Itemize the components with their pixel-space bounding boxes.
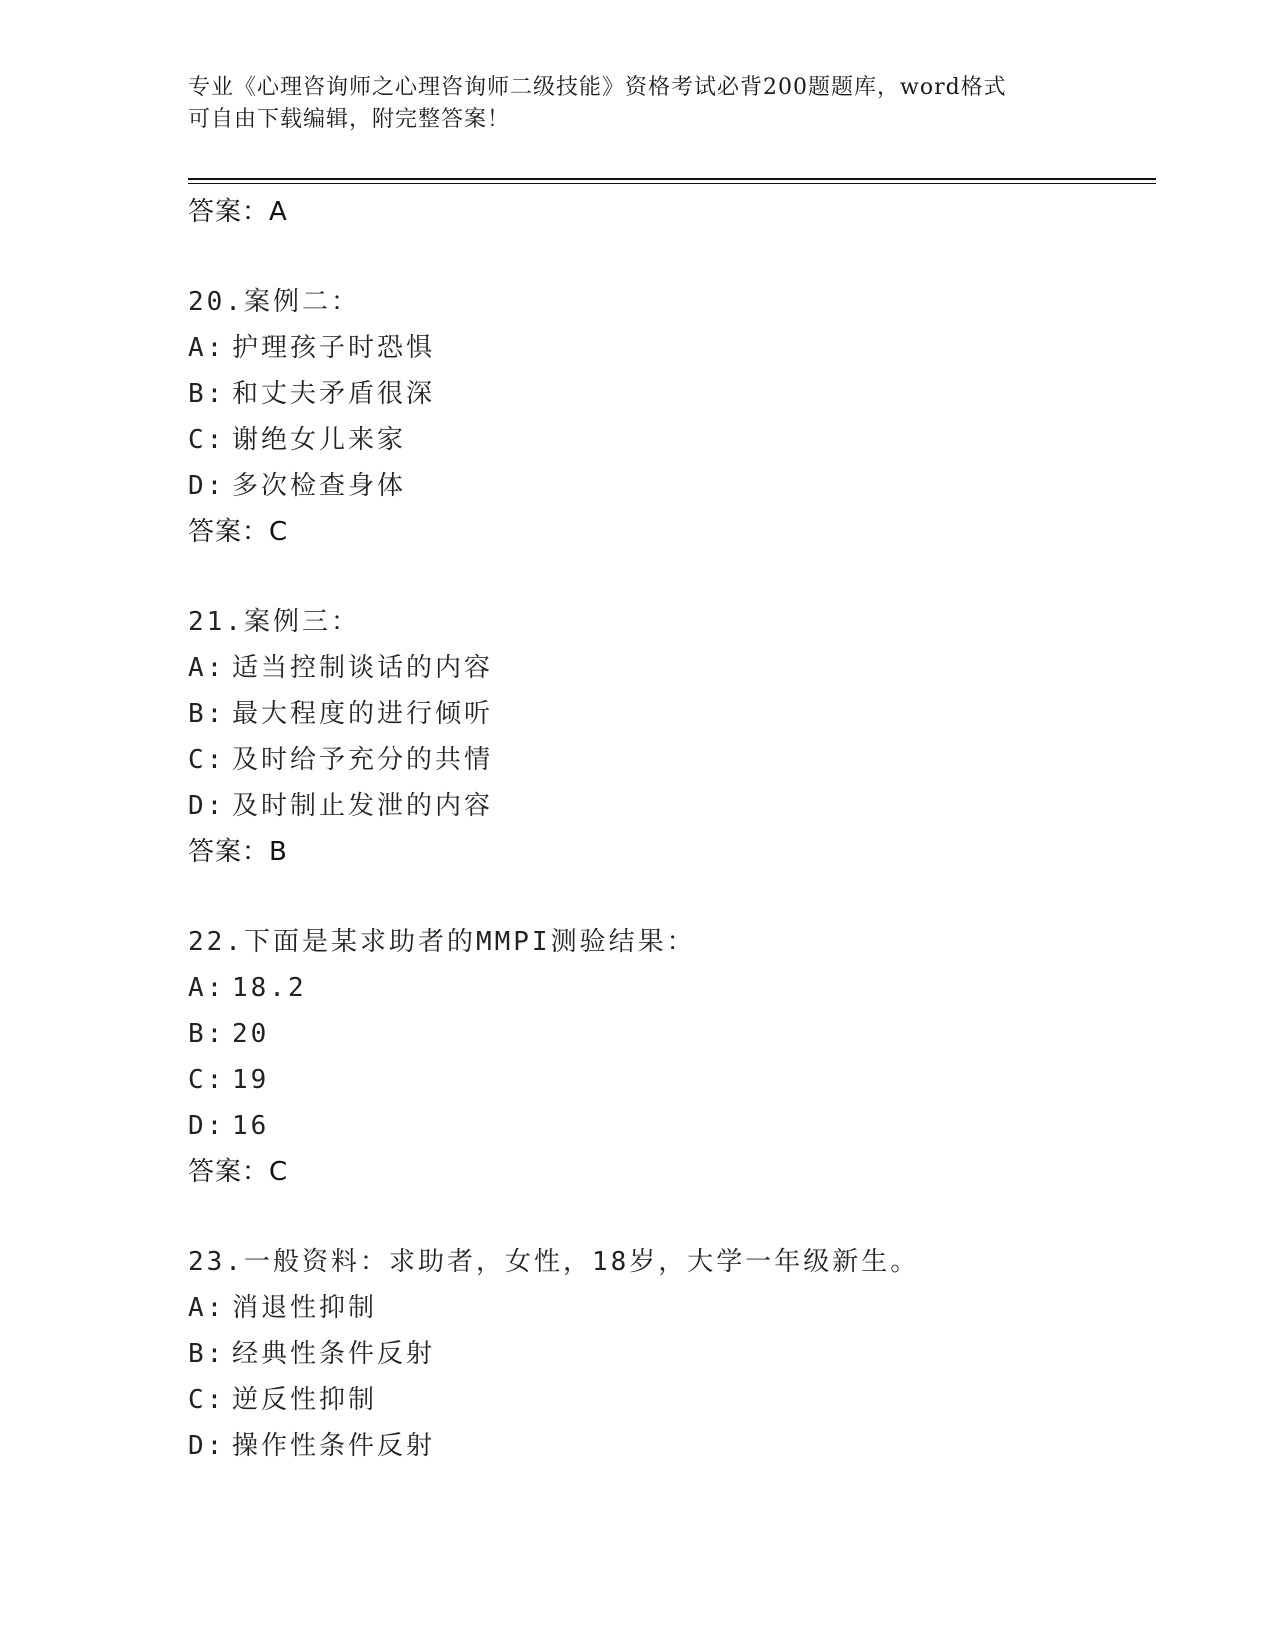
question-title: 21.案例三：	[188, 607, 360, 637]
option-c	[188, 737, 1156, 783]
option-d	[188, 463, 1156, 509]
option-letter: B:	[188, 1339, 226, 1369]
option-text: 18.2	[232, 973, 307, 1003]
option-letter: C:	[188, 1385, 226, 1415]
option-letter: D:	[188, 1111, 226, 1141]
option-text: 适当控制谈话的内容	[232, 653, 494, 683]
option-letter: D:	[188, 791, 226, 821]
question-title: 22.下面是某求助者的MMPI测验结果：	[188, 927, 696, 957]
question-block	[188, 279, 1156, 555]
option-letter: B:	[188, 699, 226, 729]
answer-line: 答案：C	[188, 517, 289, 547]
option-text: 护理孩子时恐惧	[232, 333, 436, 363]
option-b	[188, 1011, 1156, 1057]
question-block	[188, 919, 1156, 1195]
option-text: 多次检查身体	[232, 471, 407, 501]
option-text: 最大程度的进行倾听	[232, 699, 494, 729]
answer-line: 答案：B	[188, 837, 288, 867]
question-block	[188, 1239, 1156, 1469]
question-list	[188, 189, 1156, 1469]
option-letter: D:	[188, 1431, 226, 1461]
question-title: 23.一般资料：求助者，女性，18岁，大学一年级新生。	[188, 1247, 920, 1277]
option-d	[188, 1423, 1156, 1469]
option-a	[188, 1285, 1156, 1331]
option-c	[188, 417, 1156, 463]
option-text: 谢绝女儿来家	[232, 425, 407, 455]
option-text: 操作性条件反射	[232, 1431, 436, 1461]
option-a	[188, 325, 1156, 371]
option-text: 16	[232, 1111, 270, 1141]
answer-line: 答案：A	[188, 197, 288, 227]
option-letter: A:	[188, 333, 226, 363]
document-header	[188, 72, 1088, 136]
option-text: 经典性条件反射	[232, 1339, 436, 1369]
option-text: 19	[232, 1065, 270, 1095]
header-divider-thick	[188, 178, 1156, 180]
answer-line: 答案：C	[188, 1157, 289, 1187]
header-title-line-1: 专业《心理咨询师之心理咨询师二级技能》资格考试必背200题题库，word格式	[188, 75, 1007, 100]
question-block	[188, 599, 1156, 875]
option-letter: A:	[188, 1293, 226, 1323]
option-letter: B:	[188, 379, 226, 409]
option-text: 消退性抑制	[232, 1293, 378, 1323]
option-letter: C:	[188, 425, 226, 455]
option-letter: C:	[188, 745, 226, 775]
option-text: 及时制止发泄的内容	[232, 791, 494, 821]
option-text: 20	[232, 1019, 270, 1049]
option-d	[188, 1103, 1156, 1149]
header-title-line-2: 可自由下载编辑，附完整答案！	[188, 107, 511, 132]
option-letter: B:	[188, 1019, 226, 1049]
option-letter: A:	[188, 653, 226, 683]
option-letter: C:	[188, 1065, 226, 1095]
option-a	[188, 645, 1156, 691]
question-title: 20.案例二：	[188, 287, 360, 317]
option-text: 和丈夫矛盾很深	[232, 379, 436, 409]
option-a	[188, 965, 1156, 1011]
option-c	[188, 1057, 1156, 1103]
option-b	[188, 371, 1156, 417]
option-c	[188, 1377, 1156, 1423]
header-divider-thin	[188, 183, 1156, 184]
option-b	[188, 691, 1156, 737]
option-letter: D:	[188, 471, 226, 501]
option-b	[188, 1331, 1156, 1377]
option-d	[188, 783, 1156, 829]
option-text: 及时给予充分的共情	[232, 745, 494, 775]
option-text: 逆反性抑制	[232, 1385, 378, 1415]
option-letter: A:	[188, 973, 226, 1003]
